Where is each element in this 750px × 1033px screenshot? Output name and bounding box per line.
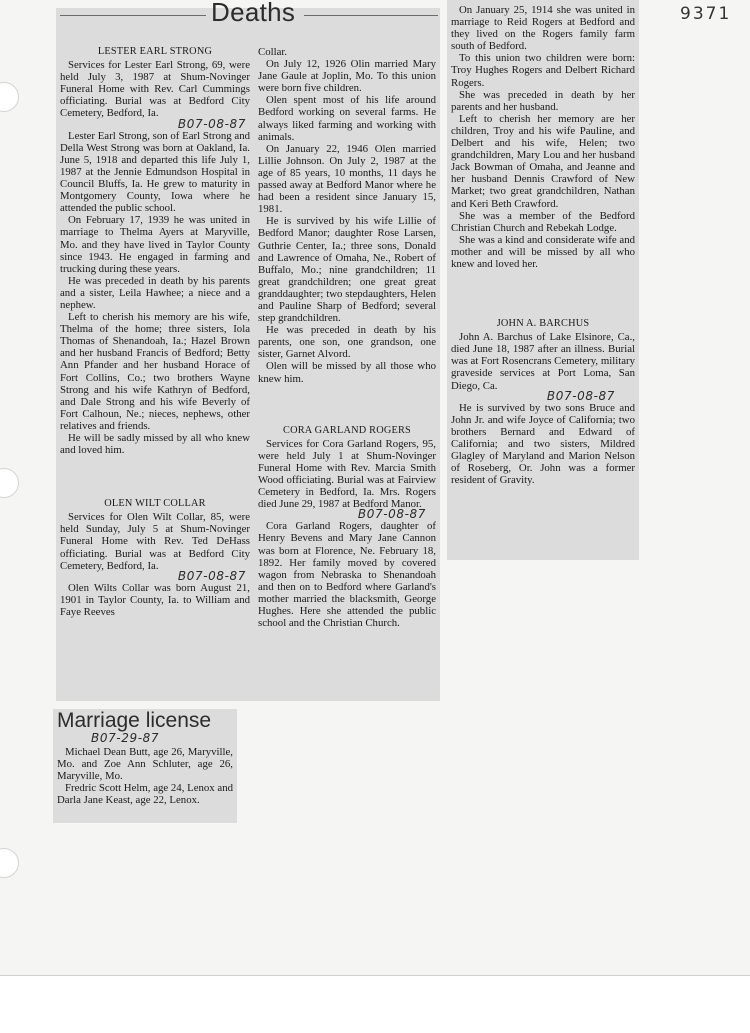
obituary-paragraph: On July 12, 1926 Olin married Mary Jane Gaule at Joplin, Mo. To this union were born five children. xyxy=(258,58,436,95)
obituary-paragraph: She was preceded in death by her parents and her husband. xyxy=(451,88,635,113)
obituary-paragraph: Olen spent most of his life around Bedford working on several farms. He always liked farming and working with animals. xyxy=(258,94,436,143)
marriage-license-clipping xyxy=(53,709,237,823)
deaths-column-3 xyxy=(447,0,639,560)
obituary-paragraph: On January 22, 1946 Olen married Lillie Johnson. On July 2, 1987 at the age of 85 years, 10 months, 11 days he passed away at Bedford Manor where he had been a resident since January 15, 1981. xyxy=(258,142,436,216)
obituary-paragraph: Collar. xyxy=(258,46,288,58)
obituary-paragraph: He is survived by his wife Lillie of Bedford Manor; daughter Rose Larsen, Guthrie Center, Ia.; three sons, Donald and Lawrence of Omaha, Ne., Robert of Buffalo, Mo.; nine grandchildren; 11 great grandchildren; one great great granddaughter; two stepdaughters, Helen and Pauline Sharp of Bedford; several step grandchildren. xyxy=(258,215,436,325)
punch-hole xyxy=(0,848,19,878)
obituary-paragraph: Services for Cora Garland Rogers, 95, were held July 1 at Shum-Novinger Funeral Home with Rev. Marcia Smith Wood officiating. Burial was at Fairview Cemetery in Bedford, Ia. Mrs. Rogers died June 29, 1987 at Bedford Manor. xyxy=(258,437,436,511)
obituary-paragraph: To this union two children were born: Troy Hughes Rogers and Delbert Richard Rogers. xyxy=(451,52,635,89)
obituary-paragraph: Olen Wilts Collar was born August 21, 1901 in Taylor County, Ia. to William and Faye Reeves xyxy=(60,581,250,619)
punch-hole xyxy=(0,468,19,498)
deaths-masthead: Deaths xyxy=(211,0,296,27)
handwritten-date-note: B07-08-87 xyxy=(357,507,426,522)
masthead-rule xyxy=(304,15,438,16)
obituary-paragraph: Services for Lester Earl Strong, 69, were held July 3, 1987 at Shum-Novinger Funeral Home with Rev. Carl Cummings officiating. Burial was at Bedford City Cemetery, Bedford, Ia. xyxy=(60,59,250,120)
handwritten-date-note: B07-08-87 xyxy=(177,116,246,131)
obituary-paragraph: Olen will be missed by all those who knew him. xyxy=(258,360,436,385)
marriage-entry: Fredric Scott Helm, age 24, Lenox and Darla Jane Keast, age 22, Lenox. xyxy=(57,782,233,807)
masthead-rule xyxy=(60,15,206,16)
obituary-paragraph: On January 25, 1914 she was united in marriage to Reid Rogers at Bedford and they lived on the Rogers family farm south of Bedford. xyxy=(451,4,635,53)
obituary-heading: JOHN A. BARCHUS xyxy=(496,318,590,330)
obituary-paragraph: He was preceded in death by his parents, one son, one grandson, one sister, Garnet Alvord. xyxy=(258,324,436,361)
handwritten-date-note: B07-08-87 xyxy=(177,568,246,583)
obituary-paragraph: Left to cherish her memory are her children, Troy and his wife Pauline, and Delbert and his wife, Helen; two grandchildren, Mary Lou and her husband Jack Bowman of Omaha, and Jeanne and her husband Dennis Crawford of New Market; two great grandchildren, Nathan and Keri Beth Crawford. xyxy=(451,112,635,210)
obituary-paragraph: He was preceded in death by his parents and a sister, Leila Hawhee; a niece and a nephew. xyxy=(60,274,250,311)
obituary-paragraph: On February 17, 1939 he was united in marriage to Thelma Ayers at Maryville, Mo. and they have lived in Taylor County since 1943. He engaged in farming and trucking during these years. xyxy=(60,214,250,275)
obituary-paragraph: He is survived by two sons Bruce and John Jr. and wife Joyce of California; two brothers Bernard and Edward of California; and two sisters, Mildred Glagley of Maryland and Marion Nelson of Roseberg, Or. John was a former resident of Gravity. xyxy=(451,401,635,487)
obituary-paragraph: He will be sadly missed by all who knew and loved him. xyxy=(60,432,250,457)
deaths-column-1 xyxy=(56,8,254,701)
obituary-heading: CORA GARLAND ROGERS xyxy=(283,424,411,436)
marriage-entry: Michael Dean Butt, age 26, Maryville, Mo. and Zoe Ann Schluter, age 26, Maryville, Mo. xyxy=(57,746,233,783)
obituary-paragraph: John A. Barchus of Lake Elsinore, Ca., died June 18, 1987 after an illness. Burial was at Fort Rosencrans Cemetery, military graveside services at Port Loma, San Diego, Ca. xyxy=(451,331,636,392)
handwritten-date-note: B07-08-87 xyxy=(546,388,615,403)
obituary-heading: OLEN WILT COLLAR xyxy=(104,498,206,510)
marriage-license-title: Marriage license xyxy=(57,709,212,732)
obituary-paragraph: She was a kind and considerate wife and mother and will be missed by all who knew and loved her. xyxy=(451,233,635,270)
obituary-paragraph: Services for Olen Wilt Collar, 85, were held Sunday, July 5 at Shum-Novinger Funeral Home with Rev. Ted DeHass officiating. Burial was at Bedford City Cemetery, Bedford, Ia. xyxy=(60,511,250,572)
obituary-paragraph: Cora Garland Rogers, daughter of Henry Bevens and Mary Jane Cannon was born at Florence, Ne. February 18, 1892. Her family moved by covered wagon from Nebraska to Shenandoah and then on to Bedford where Garland's mother married the blacksmith, George Hughes. Here she attended the public school and the Christian Church. xyxy=(258,520,436,630)
obituary-heading: LESTER EARL STRONG xyxy=(97,46,213,57)
page-number: 9371 xyxy=(680,4,732,24)
punch-hole xyxy=(0,82,19,112)
obituary-paragraph: Left to cherish his memory are his wife, Thelma of the home; three sisters, Iola Thomas of Shenandoah, Ia.; Hazel Brown and her husband Francis of Bedford; Betty Ann Pfander and her husband Horace of Fort Collins, Co.; two brothers Wayne Strong and his wife Kathryn of Bedford, and Dale Strong and his wife Beverly of Fort Calhoun, Ne.; nieces, nephews, other relatives and friends. xyxy=(60,311,250,432)
obituary-paragraph: Lester Earl Strong, son of Earl Strong and Della West Strong was born at Oakland, Ia. June 5, 1918 and departed this life July 1, 1987 at the Jennie Edmundson Hospital in Council Bluffs, Ia. He grew to maturity in Montgomery County, Iowa where he attended the public school. xyxy=(60,129,250,215)
handwritten-date-note: B07-29-87 xyxy=(91,731,160,745)
deaths-column-2 xyxy=(254,8,440,701)
obituary-paragraph: She was a member of the Bedford Christian Church and Rebekah Lodge. xyxy=(451,209,635,234)
